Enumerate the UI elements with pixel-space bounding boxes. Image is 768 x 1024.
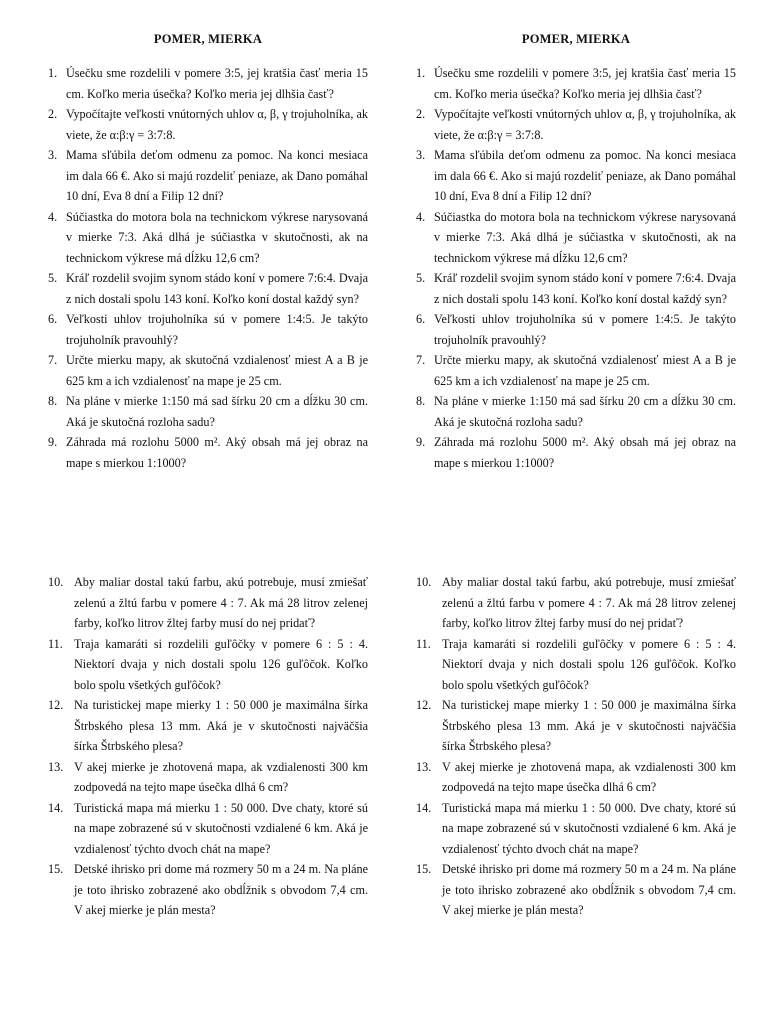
- problem-number: 9.: [48, 435, 58, 449]
- problem-text: Detské ihrisko pri dome má rozmery 50 m a 24 m. Na pláne je toto ihrisko zobrazené ako obdĺžnik s obvodom 7,4 cm. V akej mierke je plán mesta?: [442, 862, 736, 917]
- problem-text: Určte mierku mapy, ak skutočná vzdialenosť miest A a B je 625 km a ich vzdialenosť na mape je 25 cm.: [66, 353, 368, 388]
- problem-text: V akej mierke je zhotovená mapa, ak vzdialenosti 300 km zodpovedá na tejto mape úsečka dlhá 6 cm?: [74, 759, 368, 794]
- problem-text: Veľkosti uhlov trojuholníka sú v pomere 1:4:5. Je takýto trojuholník pravouhlý?: [66, 312, 368, 347]
- problem-text: Na turistickej mape mierky 1 : 50 000 je maximálna šírka Štrbského plesa 13 mm. Aká je v skutočnosti najväčšia šírka Štrbského plesa?: [442, 698, 736, 753]
- problem-text: Traja kamaráti si rozdelili guľôčky v pomere 6 : 5 : 4. Niektorí dvaja y nich dostali spolu 126 guľôčok. Koľko bolo spolu všetkých guľôčok?: [442, 636, 736, 692]
- problem-item: [416, 634, 736, 696]
- problem-item: [416, 432, 736, 473]
- problem-item: [48, 350, 368, 391]
- problem-item: [48, 572, 368, 634]
- problem-text: Úsečku sme rozdelili v pomere 3:5, jej kratšia časť meria 15 cm. Koľko meria úsečka? Koľko meria jej dlhšia časť?: [434, 66, 736, 101]
- problem-text: Záhrada má rozlohu 5000 m². Aký obsah má jej obraz na mape s mierkou 1:1000?: [66, 435, 368, 470]
- problem-number: 14.: [416, 800, 432, 815]
- problem-item: [416, 268, 736, 309]
- problem-item: [48, 207, 368, 269]
- problem-number: 6.: [48, 312, 58, 326]
- problem-list: [48, 63, 368, 473]
- problem-item: [416, 207, 736, 269]
- problem-text: Na pláne v mierke 1:150 má sad šírku 20 cm a dĺžku 30 cm. Aká je skutočná rozloha sadu?: [434, 394, 736, 429]
- problem-text: Na turistickej mape mierky 1 : 50 000 je maximálna šírka Štrbského plesa 13 mm. Aká je v skutočnosti najväčšia šírka Štrbského plesa?: [74, 698, 368, 753]
- problem-number: 13.: [416, 759, 432, 774]
- problem-number: 9.: [416, 435, 426, 449]
- problem-text: V akej mierke je zhotovená mapa, ak vzdialenosti 300 km zodpovedá na tejto mape úsečka dlhá 6 cm?: [442, 759, 736, 794]
- problem-number: 1.: [48, 66, 58, 80]
- problem-number: 8.: [48, 394, 58, 408]
- problem-text: Súčiastka do motora bola na technickom výkrese narysovaná v mierke 7:3. Aká dlhá je súčiastka v skutočnosti, ak na technickom výkrese má dĺžku 12,6 cm?: [434, 209, 736, 265]
- problem-item: [48, 63, 368, 104]
- problem-item: [416, 391, 736, 432]
- problem-list: [416, 63, 736, 473]
- problem-item: [416, 859, 736, 921]
- problem-text: Kráľ rozdelil svojim synom stádo koní v pomere 7:6:4. Dvaja z nich dostali spolu 143 koní. Koľko koní dostal každý syn?: [66, 271, 368, 306]
- problem-text: Turistická mapa má mierku 1 : 50 000. Dve chaty, ktoré sú na mape zobrazené sú v skutočnosti vzdialené 6 km. Aká je vzdialenosť týchto dvoch chát na mape?: [442, 800, 736, 856]
- problem-item: [48, 391, 368, 432]
- problem-number: 11.: [416, 636, 431, 651]
- problem-number: 10.: [48, 575, 64, 589]
- problem-item: [48, 798, 368, 860]
- worksheet-right-bottom: [416, 572, 736, 921]
- problem-item: [416, 798, 736, 860]
- problem-text: Vypočítajte veľkosti vnútorných uhlov α, β, γ trojuholníka, ak viete, že α:β:γ = 3:7:8.: [434, 107, 736, 142]
- problem-text: Aby maliar dostal takú farbu, akú potrebuje, musí zmiešať zelenú a žltú farbu v pomere 4 : 7. Ak má 28 litrov zelenej farby, koľko litrov žltej farby musí do nej pridať?: [74, 575, 368, 630]
- problem-number: 2.: [416, 107, 426, 121]
- problem-number: 4.: [416, 209, 426, 224]
- problem-number: 12.: [48, 698, 64, 712]
- worksheet-left-bottom: [48, 572, 368, 921]
- problem-text: Súčiastka do motora bola na technickom výkrese narysovaná v mierke 7:3. Aká dlhá je súčiastka v skutočnosti, ak na technickom výkrese má dĺžku 12,6 cm?: [66, 209, 368, 265]
- problem-number: 7.: [416, 353, 426, 367]
- problem-item: [416, 145, 736, 207]
- problem-list: [48, 572, 368, 921]
- problem-number: 12.: [416, 698, 432, 712]
- problem-number: 1.: [416, 66, 426, 80]
- problem-item: [416, 104, 736, 145]
- problem-item: [48, 695, 368, 757]
- problem-number: 5.: [48, 271, 58, 285]
- problem-item: [416, 350, 736, 391]
- problem-item: [48, 104, 368, 145]
- worksheet-title: POMER, MIERKA: [153, 32, 263, 46]
- problem-text: Kráľ rozdelil svojim synom stádo koní v pomere 7:6:4. Dvaja z nich dostali spolu 143 koní. Koľko koní dostal každý syn?: [434, 271, 736, 306]
- problem-item: [48, 757, 368, 798]
- problem-text: Veľkosti uhlov trojuholníka sú v pomere 1:4:5. Je takýto trojuholník pravouhlý?: [434, 312, 736, 347]
- problem-number: 7.: [48, 353, 58, 367]
- problem-number: 15.: [48, 862, 64, 876]
- problem-item: [416, 63, 736, 104]
- problem-text: Detské ihrisko pri dome má rozmery 50 m a 24 m. Na pláne je toto ihrisko zobrazené ako obdĺžnik s obvodom 7,4 cm. V akej mierke je plán mesta?: [74, 862, 368, 917]
- problem-text: Traja kamaráti si rozdelili guľôčky v pomere 6 : 5 : 4. Niektorí dvaja y nich dostali spolu 126 guľôčok. Koľko bolo spolu všetkých guľôčok?: [74, 636, 368, 692]
- problem-item: [48, 309, 368, 350]
- problem-number: 10.: [416, 575, 432, 589]
- problem-item: [48, 268, 368, 309]
- problem-text: Mama sľúbila deťom odmenu za pomoc. Na konci mesiaca im dala 66 €. Ako si majú rozdeliť peniaze, ak Dano pomáhal 10 dní, Eva 8 dní a Filip 12 dní?: [66, 148, 368, 203]
- problem-text: Určte mierku mapy, ak skutočná vzdialenosť miest A a B je 625 km a ich vzdialenosť na mape je 25 cm.: [434, 353, 736, 388]
- problem-item: [48, 145, 368, 207]
- problem-text: Záhrada má rozlohu 5000 m². Aký obsah má jej obraz na mape s mierkou 1:1000?: [434, 435, 736, 470]
- problem-number: 15.: [416, 862, 432, 876]
- problem-text: Turistická mapa má mierku 1 : 50 000. Dve chaty, ktoré sú na mape zobrazené sú v skutočnosti vzdialené 6 km. Aká je vzdialenosť týchto dvoch chát na mape?: [74, 800, 368, 856]
- problem-number: 5.: [416, 271, 426, 285]
- problem-text: Mama sľúbila deťom odmenu za pomoc. Na konci mesiaca im dala 66 €. Ako si majú rozdeliť peniaze, ak Dano pomáhal 10 dní, Eva 8 dní a Filip 12 dní?: [434, 148, 736, 203]
- problem-item: [48, 859, 368, 921]
- worksheet-right-top: [416, 32, 736, 473]
- problem-number: 2.: [48, 107, 58, 121]
- problem-number: 11.: [48, 636, 63, 651]
- problem-number: 4.: [48, 209, 58, 224]
- problem-number: 13.: [48, 759, 64, 774]
- problem-number: 3.: [48, 148, 58, 162]
- problem-text: Vypočítajte veľkosti vnútorných uhlov α, β, γ trojuholníka, ak viete, že α:β:γ = 3:7:8.: [66, 107, 368, 142]
- problem-text: Na pláne v mierke 1:150 má sad šírku 20 cm a dĺžku 30 cm. Aká je skutočná rozloha sadu?: [66, 394, 368, 429]
- problem-item: [48, 432, 368, 473]
- problem-item: [416, 572, 736, 634]
- problem-item: [416, 695, 736, 757]
- problem-item: [416, 309, 736, 350]
- problem-list: [416, 572, 736, 921]
- problem-number: 14.: [48, 800, 64, 815]
- problem-number: 3.: [416, 148, 426, 162]
- worksheet-title: POMER, MIERKA: [521, 32, 631, 46]
- problem-item: [416, 757, 736, 798]
- problem-number: 6.: [416, 312, 426, 326]
- problem-text: Aby maliar dostal takú farbu, akú potrebuje, musí zmiešať zelenú a žltú farbu v pomere 4 : 7. Ak má 28 litrov zelenej farby, koľko litrov žltej farby musí do nej pridať?: [442, 575, 736, 630]
- problem-item: [48, 634, 368, 696]
- problem-number: 8.: [416, 394, 426, 408]
- worksheet-left-top: [48, 32, 368, 473]
- problem-text: Úsečku sme rozdelili v pomere 3:5, jej kratšia časť meria 15 cm. Koľko meria úsečka? Koľko meria jej dlhšia časť?: [66, 66, 368, 101]
